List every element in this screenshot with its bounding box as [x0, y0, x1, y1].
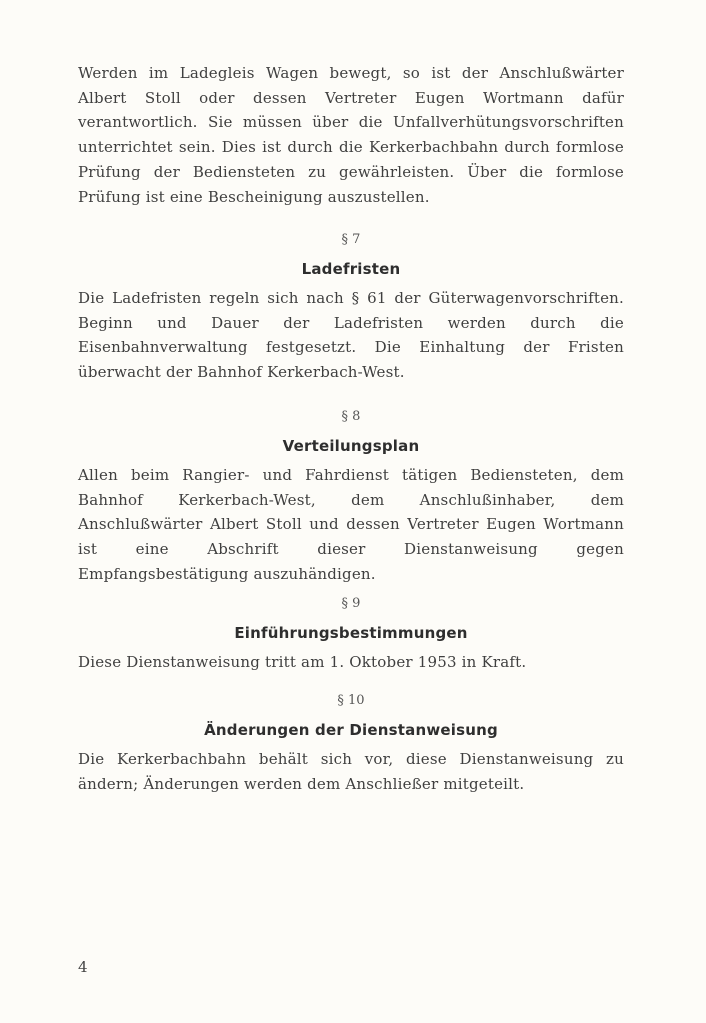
section-paragraph: Allen beim Rangier- und Fahrdienst tätigen Bediensteten, dem Bahnhof Kerkerbach-West, dem Anschlußinhaber, dem Anschlußwärter Albert Stoll und dessen Vertreter Eugen Wortmann ist eine Abschrift dieser Dienstanweisung gegen Empfangsbestätigung auszuhändigen.: [78, 466, 624, 583]
intro-paragraph: Werden im Ladegleis Wagen bewegt, so ist der Anschlußwärter Albert Stoll oder dessen Vertreter Eugen Wortmann dafür verantwortlich. Sie müssen über die Unfallverhütungsvorschriften unterrichtet sein. Dies ist durch die Kerkerbachbahn durch formlose Prüfung der Bediensteten zu gewährleisten. Über die formlose Prüfung ist eine Bescheinigung auszustellen.: [78, 64, 624, 206]
section-number: § 9: [341, 596, 361, 611]
section-number: § 7: [341, 232, 361, 247]
section-heading: Ladefristen: [301, 260, 401, 278]
section-number: § 8: [341, 409, 361, 424]
section-8: [78, 409, 624, 587]
section-10: [78, 693, 624, 796]
section-7: [78, 232, 624, 385]
section-paragraph: Die Ladefristen regeln sich nach § 61 der Güterwagenvorschriften. Beginn und Dauer der Ladefristen werden durch die Eisenbahnverwaltung festgesetzt. Die Einhaltung der Fristen überwacht der Bahnhof Kerkerbach-West.: [78, 289, 624, 382]
section-paragraph: Die Kerkerbachbahn behält sich vor, diese Dienstanweisung zu ändern; Änderungen werden dem Anschließer mitgeteilt.: [78, 750, 624, 793]
section-heading: Einführungsbestimmungen: [234, 624, 468, 642]
section-paragraph: Diese Dienstanweisung tritt am 1. Oktober 1953 in Kraft.: [78, 653, 527, 671]
section-heading: Verteilungsplan: [282, 437, 420, 455]
section-9: [78, 596, 624, 675]
section-heading: Änderungen der Dienstanweisung: [204, 721, 498, 739]
section-number: § 10: [337, 693, 365, 708]
page-number: 4: [78, 958, 88, 976]
